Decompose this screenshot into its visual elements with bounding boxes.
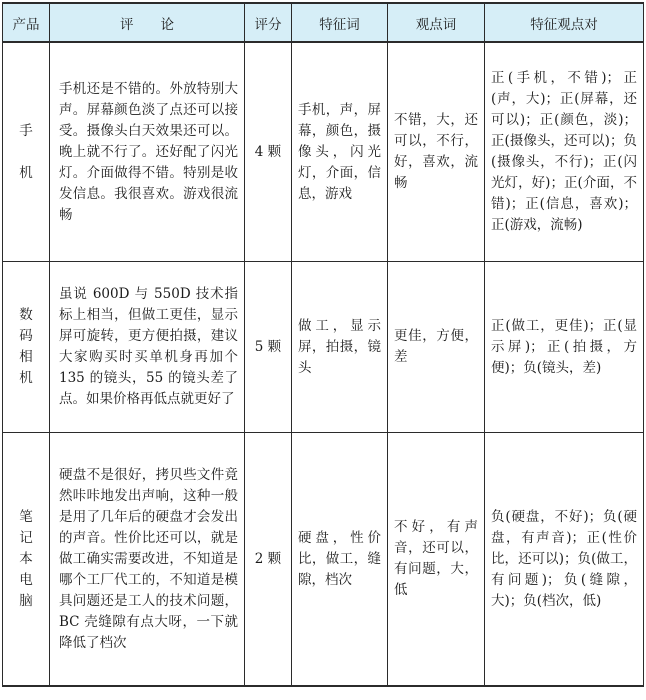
header-pairs: 特征观点对 — [485, 3, 644, 42]
product-review-table — [2, 2, 644, 687]
table-row — [3, 262, 644, 433]
header-review: 评 论 — [50, 3, 245, 42]
features-cell: 硬盘，性价比，做工，缝隙，档次 — [292, 433, 388, 687]
pairs-cell: 正(手机，不错)；正(声，大)；正(屏幕，还可以)；正(颜色，淡)；正(摄像头，还可以)；负(摄像头，不行)；正(闪光灯，好)；正(介面，不错)；正(信息，喜欢)；正(游戏，流畅) — [485, 42, 644, 262]
review-cell: 虽说 600D 与 550D 技术指标上相当，但做工更佳，显示屏可旋转，更方便拍摄，建议大家购买时买单机身再加个 135 的镜头，55 的镜头差了点。如果价格再低点就更好了 — [50, 262, 245, 433]
opinions-cell: 不错，大，还可以，不行，好，喜欢，流畅 — [388, 42, 485, 262]
product-cell — [3, 42, 50, 262]
product-name: 数码相机 — [19, 307, 33, 386]
pairs-cell: 正(做工，更佳)；正(显示屏)；正(拍摄，方便)；负(镜头，差) — [485, 262, 644, 433]
product-cell — [3, 433, 50, 687]
pairs-cell: 负(硬盘，不好)；负(硬盘，有声音)；正(性价比，还可以)；负(做工，有问题)；负(缝隙，大)；负(档次，低) — [485, 433, 644, 687]
product-name: 笔记本电脑 — [19, 508, 33, 609]
product-name: 手机 — [19, 123, 33, 181]
score-cell: 5 颗 — [245, 262, 292, 433]
header-score: 评分 — [245, 3, 292, 42]
features-cell: 做工，显示屏，拍摄，镜头 — [292, 262, 388, 433]
header-features: 特征词 — [292, 3, 388, 42]
header-product: 产品 — [3, 3, 50, 42]
header-row — [3, 3, 644, 42]
review-cell: 手机还是不错的。外放特别大声。屏幕颜色淡了点还可以接受。摄像头白天效果还可以。晚上就不行了。还好配了闪光灯。介面做得不错。特别是收发信息。我很喜欢。游戏很流畅 — [50, 42, 245, 262]
opinions-cell: 不好，有声音，还可以，有问题，大，低 — [388, 433, 485, 687]
table-row — [3, 433, 644, 687]
review-cell: 硬盘不是很好，拷贝些文件竟然咔咔地发出声响，这种一般是用了几年后的硬盘才会发出的声音。性价比还可以，就是做工确实需要改进，不知道是哪个工厂代工的，不知道是模具问题还是工人的技术问题，BC 壳缝隙有点大呀，一下就降低了档次 — [50, 433, 245, 687]
features-cell: 手机，声，屏幕，颜色，摄像头，闪光灯，介面，信息，游戏 — [292, 42, 388, 262]
header-opinions: 观点词 — [388, 3, 485, 42]
product-cell — [3, 262, 50, 433]
score-cell: 2 颗 — [245, 433, 292, 687]
table-row — [3, 42, 644, 262]
opinions-cell: 更佳，方便，差 — [388, 262, 485, 433]
score-cell: 4 颗 — [245, 42, 292, 262]
